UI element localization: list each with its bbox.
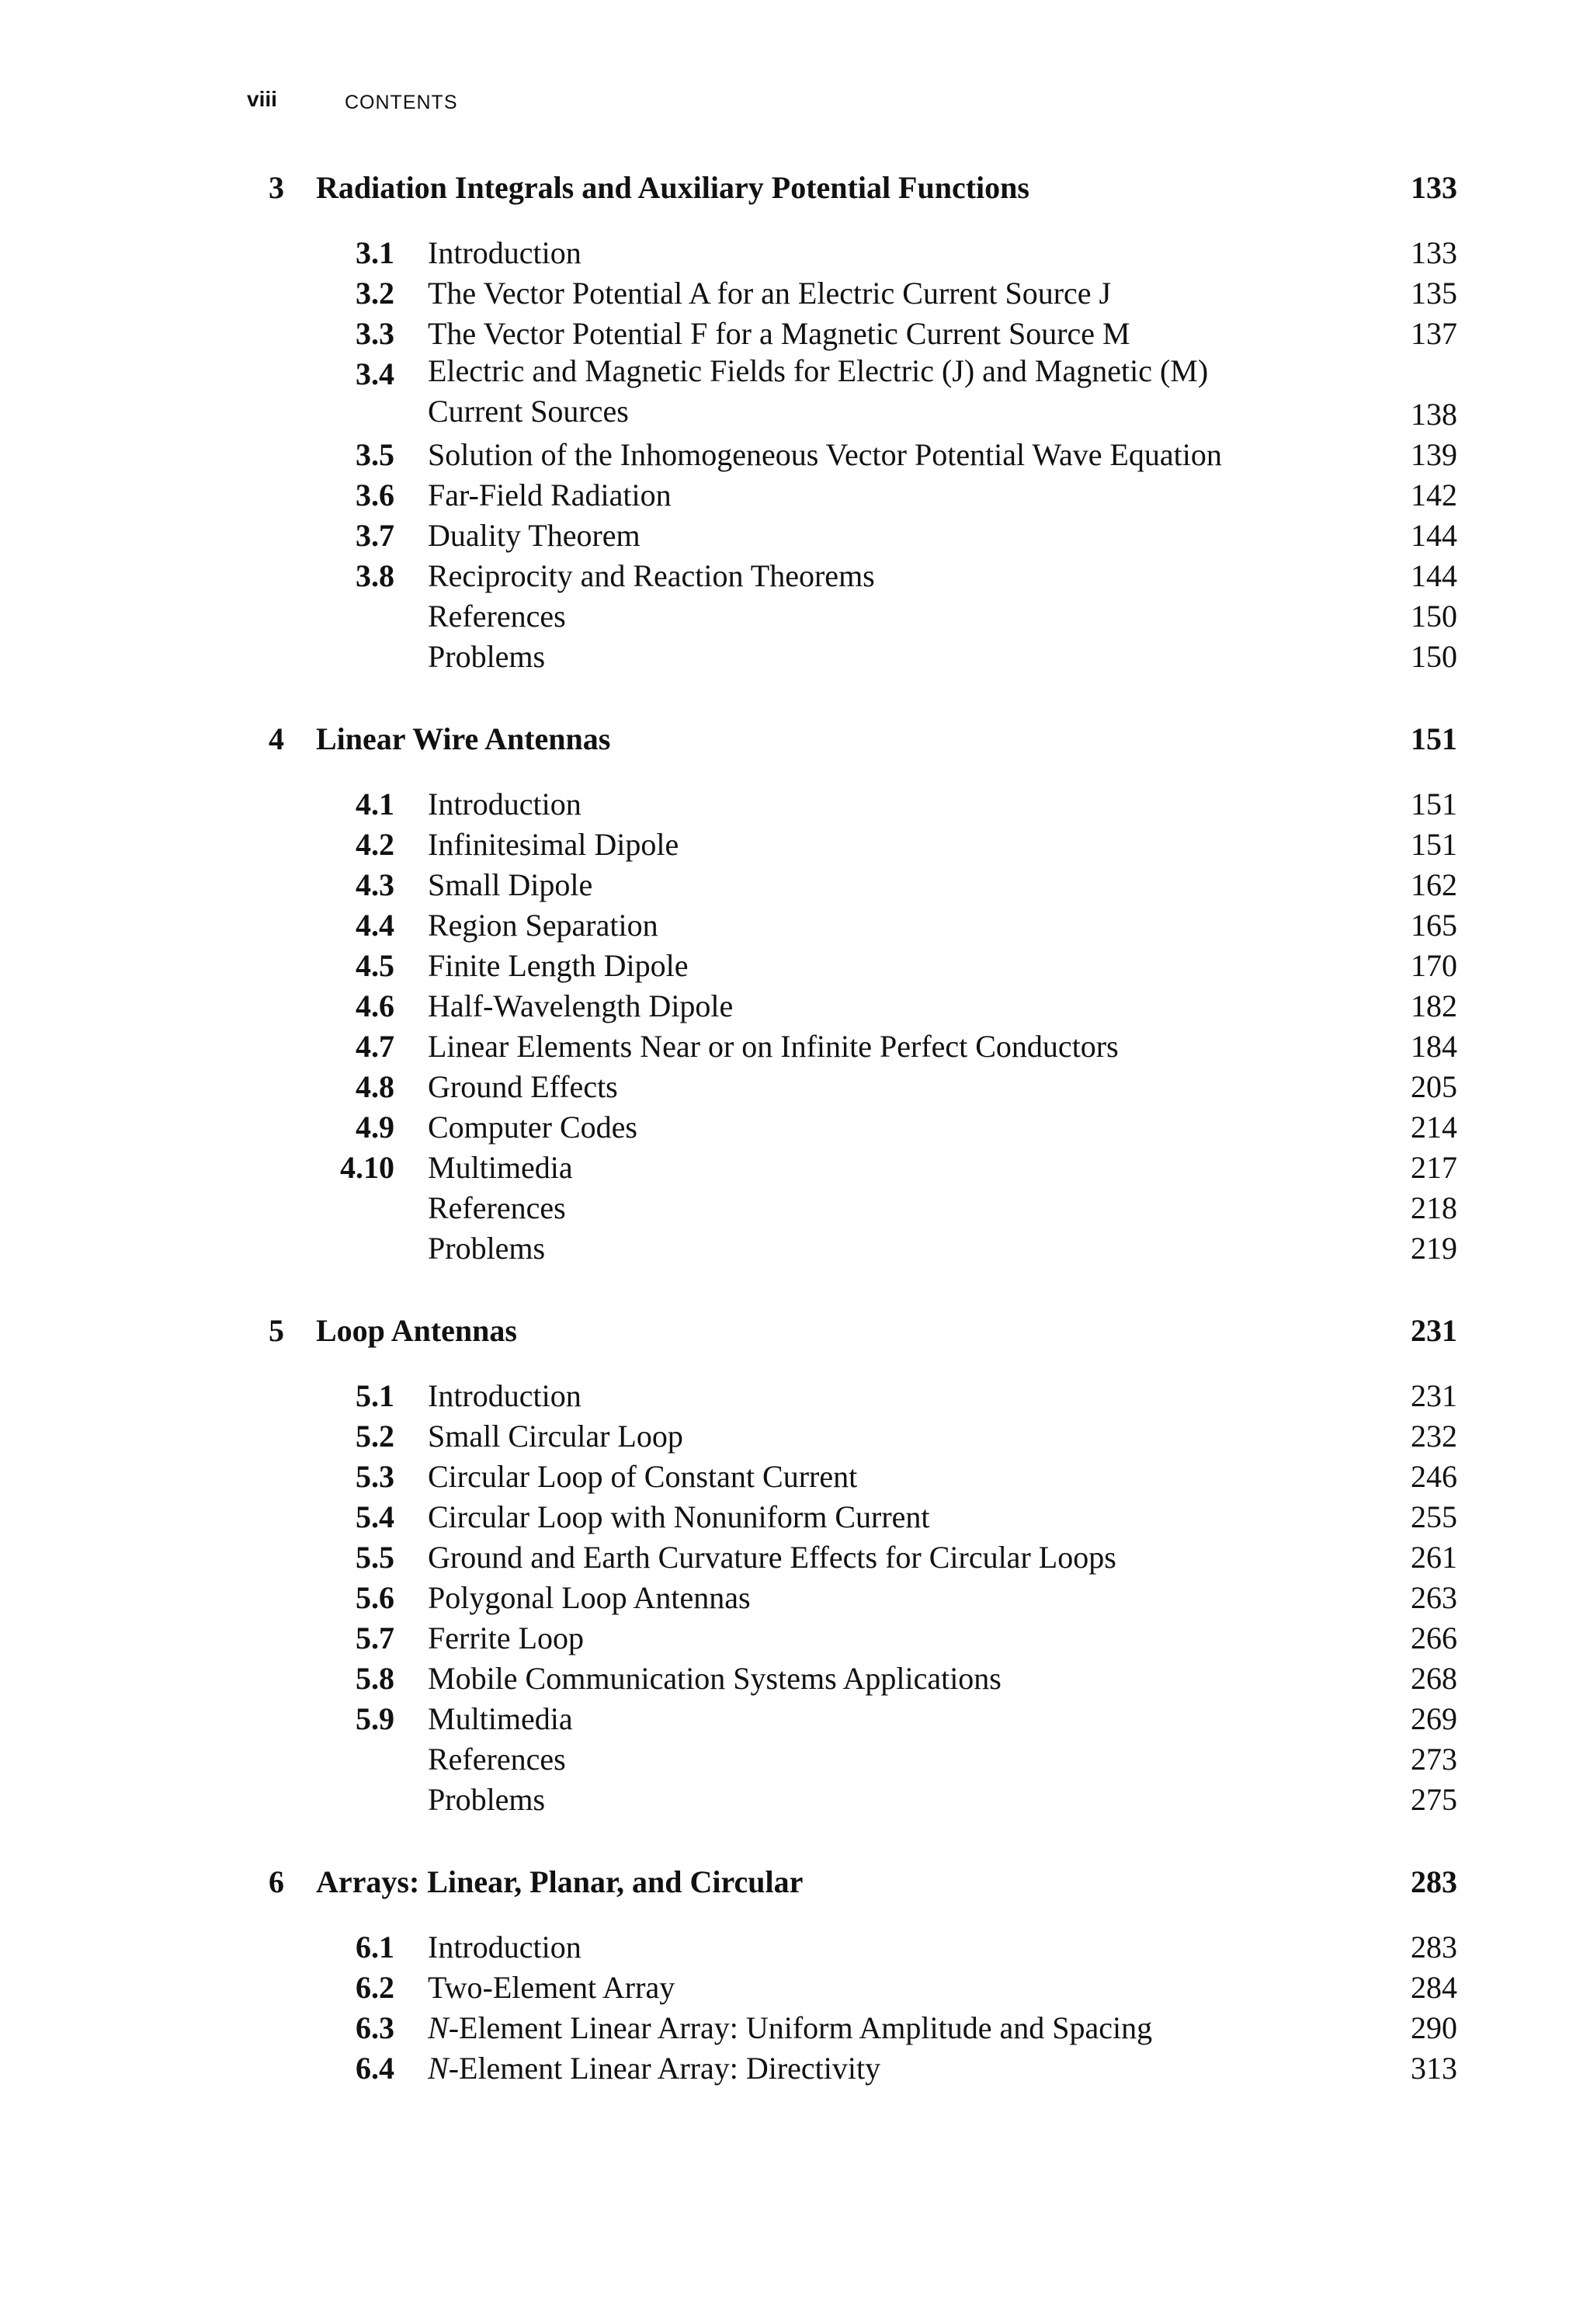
section-title: References [428,599,566,634]
section-page: 151 [1411,787,1457,822]
section-page: 139 [1411,437,1457,472]
section-title-line-2: Current Sources [428,394,629,429]
section-title: Ground and Earth Curvature Effects for Circular Loops [428,1540,1116,1575]
chapter-page: 133 [1411,170,1457,205]
toc-entry-3-7[interactable] [0,517,1590,558]
section-title: Introduction [428,1378,581,1413]
toc-entry-5-5[interactable] [0,1539,1590,1579]
toc-entry-4-7[interactable] [0,1028,1590,1068]
section-page: 165 [1411,908,1457,943]
section-page: 269 [1411,1701,1457,1736]
section-number: 5.6 [356,1580,394,1615]
section-number: 4.3 [356,867,394,902]
section-number: 5.8 [356,1661,394,1696]
section-title: Multimedia [428,1701,573,1736]
toc-entry-6-3[interactable] [0,2010,1590,2050]
section-page: 261 [1411,1540,1457,1575]
section-page: 268 [1411,1661,1457,1696]
section-number: 4.2 [356,827,394,862]
chapter-page: 151 [1411,721,1457,756]
chapter-number: 4 [269,721,284,756]
section-number: 3.7 [356,518,394,553]
section-title-line-1: Electric and Magnetic Fields for Electric (J) and Magnetic (M) [428,353,1209,388]
toc-entry-6-1[interactable] [0,1929,1590,1969]
section-page: 214 [1411,1110,1457,1145]
section-title: Small Dipole [428,867,593,902]
section-page: 217 [1411,1150,1457,1185]
section-page: 150 [1411,599,1457,634]
section-title: References [428,1190,566,1225]
section-page: 182 [1411,988,1457,1023]
toc-entry-5-problems[interactable] [0,1781,1590,1822]
running-title: CONTENTS [345,92,458,113]
section-title: Computer Codes [428,1110,637,1145]
section-title: Small Circular Loop [428,1419,683,1454]
section-number: 5.3 [356,1459,394,1494]
section-page: 313 [1411,2051,1457,2086]
section-number: 3.6 [356,478,394,512]
toc-entry-3-references[interactable] [0,598,1590,638]
toc-entry-4-2[interactable] [0,826,1590,867]
section-page: 184 [1411,1029,1457,1064]
section-title: Problems [428,1782,546,1817]
section-page: 162 [1411,867,1457,902]
section-page: 255 [1411,1499,1457,1534]
section-number: 4.9 [356,1110,394,1145]
toc-entry-4-problems[interactable] [0,1230,1590,1270]
toc-entry-5-3[interactable] [0,1458,1590,1499]
section-title [428,2050,880,2086]
section-page: 219 [1411,1231,1457,1266]
toc-entry-4-references[interactable] [0,1190,1590,1230]
toc-entry-4-1[interactable] [0,786,1590,826]
section-number: 3.3 [356,316,394,351]
section-title: Introduction [428,1930,581,1964]
toc-entry-3-3[interactable] [0,315,1590,356]
section-number: 5.4 [356,1499,394,1534]
section-number: 4.5 [356,948,394,983]
section-title: Ferrite Loop [428,1621,585,1655]
section-title: Far-Field Radiation [428,478,672,512]
toc-entry-5-references[interactable] [0,1741,1590,1781]
toc-entry-5-2[interactable] [0,1418,1590,1458]
section-title: Problems [428,1231,546,1266]
chapter-number: 3 [269,170,284,205]
section-page: 135 [1411,276,1457,311]
chapter-page: 283 [1411,1864,1457,1899]
toc-entry-5-8[interactable] [0,1660,1590,1700]
section-number: 4.8 [356,1069,394,1104]
section-title-text: -Element Linear Array: Directivity [448,2051,881,2086]
section-title: The Vector Potential A for an Electric Current Source J [428,276,1112,311]
section-number: 4.4 [356,908,394,943]
section-page: 218 [1411,1190,1457,1225]
section-number: 5.2 [356,1419,394,1454]
section-number: 5.5 [356,1540,394,1575]
section-number: 5.9 [356,1701,394,1736]
section-number: 6.1 [356,1930,394,1964]
toc-entry-5-1[interactable] [0,1377,1590,1418]
toc-entry-3-2[interactable] [0,275,1590,315]
section-number: 4.6 [356,988,394,1023]
chapter-spacer [0,1270,1590,1309]
chapter-title: Linear Wire Antennas [316,721,611,756]
section-page: 170 [1411,948,1457,983]
section-number: 6.2 [356,1970,394,2005]
section-title: Introduction [428,787,581,822]
section-page: 150 [1411,639,1457,674]
chapter-title: Radiation Integrals and Auxiliary Potential Functions [316,170,1029,205]
section-page: 138 [1411,397,1457,432]
section-page: 231 [1411,1378,1457,1413]
section-page: 266 [1411,1621,1457,1655]
table-of-contents [0,166,1590,2090]
section-page: 151 [1411,827,1457,862]
italic-variable: N [428,2010,449,2045]
section-number: 3.8 [356,558,394,593]
section-page: 275 [1411,1782,1457,1817]
toc-entry-6-4[interactable] [0,2050,1590,2090]
section-title: Mobile Communication Systems Applications [428,1661,1002,1696]
chapter-title: Loop Antennas [316,1313,517,1348]
section-number: 3.1 [356,235,394,270]
section-number: 6.3 [356,2010,394,2045]
toc-entry-3-4[interactable] [0,353,1590,436]
chapter-5-heading[interactable] [0,1309,1590,1368]
section-title: Linear Elements Near or on Infinite Perfect Conductors [428,1029,1119,1064]
toc-entry-3-8[interactable] [0,558,1590,598]
section-number: 3.5 [356,437,394,472]
section-page: 263 [1411,1580,1457,1615]
section-title: Circular Loop of Constant Current [428,1459,858,1494]
chapter-spacer [0,1822,1590,1860]
toc-entry-5-4[interactable] [0,1499,1590,1539]
section-page: 144 [1411,518,1457,553]
section-page: 133 [1411,235,1457,270]
toc-entry-4-10[interactable] [0,1149,1590,1190]
page-number: viii [247,87,277,111]
toc-entry-4-4[interactable] [0,907,1590,947]
chapter-title: Arrays: Linear, Planar, and Circular [316,1864,804,1899]
toc-entry-5-6[interactable] [0,1579,1590,1620]
section-number: 4.10 [340,1150,394,1185]
toc-entry-4-5[interactable] [0,947,1590,988]
toc-entry-4-8[interactable] [0,1068,1590,1109]
section-title [428,351,1208,432]
chapter-number: 6 [269,1864,284,1899]
section-title: Introduction [428,235,581,270]
section-page: 137 [1411,316,1457,351]
section-title: Problems [428,639,546,674]
section-number: 6.4 [356,2051,394,2086]
section-page: 283 [1411,1930,1457,1964]
chapter-4-heading[interactable] [0,717,1590,776]
section-number: 4.1 [356,787,394,822]
section-page: 142 [1411,478,1457,512]
section-title: Polygonal Loop Antennas [428,1580,751,1615]
toc-entry-5-9[interactable] [0,1700,1590,1741]
italic-variable: N [428,2051,449,2086]
toc-entry-4-3[interactable] [0,867,1590,907]
section-page: 232 [1411,1419,1457,1454]
section-title: Multimedia [428,1150,573,1185]
chapter-number: 5 [269,1313,284,1348]
toc-entry-4-6[interactable] [0,988,1590,1028]
chapter-page: 231 [1411,1313,1457,1348]
toc-entry-6-2[interactable] [0,1969,1590,2010]
section-title [428,2010,1152,2046]
section-number: 3.4 [356,356,394,391]
section-number: 5.7 [356,1621,394,1655]
section-number: 5.1 [356,1378,394,1413]
section-page: 246 [1411,1459,1457,1494]
section-title: The Vector Potential F for a Magnetic Current Source M [428,316,1130,351]
section-title: Reciprocity and Reaction Theorems [428,558,875,593]
section-title: References [428,1742,566,1777]
section-page: 290 [1411,2010,1457,2045]
section-title: Ground Effects [428,1069,618,1104]
toc-entry-3-1[interactable] [0,234,1590,275]
toc-entry-5-7[interactable] [0,1620,1590,1660]
section-page: 273 [1411,1742,1457,1777]
section-number: 4.7 [356,1029,394,1064]
section-title: Solution of the Inhomogeneous Vector Potential Wave Equation [428,437,1222,472]
section-number: 3.2 [356,276,394,311]
section-title: Duality Theorem [428,518,641,553]
chapter-spacer [0,679,1590,717]
section-title: Infinitesimal Dipole [428,827,679,862]
section-title: Circular Loop with Nonuniform Current [428,1499,930,1534]
section-title: Finite Length Dipole [428,948,689,983]
section-title-text: -Element Linear Array: Uniform Amplitude and Spacing [448,2010,1153,2045]
chapter-3-heading[interactable] [0,166,1590,225]
section-title: Region Separation [428,908,658,943]
section-page: 144 [1411,558,1457,593]
toc-entry-3-6[interactable] [0,477,1590,517]
section-title: Half-Wavelength Dipole [428,988,734,1023]
section-title: Two-Element Array [428,1970,675,2005]
section-page: 284 [1411,1970,1457,2005]
section-page: 205 [1411,1069,1457,1104]
toc-entry-4-9[interactable] [0,1109,1590,1149]
chapter-6-heading[interactable] [0,1860,1590,1919]
toc-entry-3-5[interactable] [0,436,1590,477]
toc-entry-3-problems[interactable] [0,638,1590,679]
